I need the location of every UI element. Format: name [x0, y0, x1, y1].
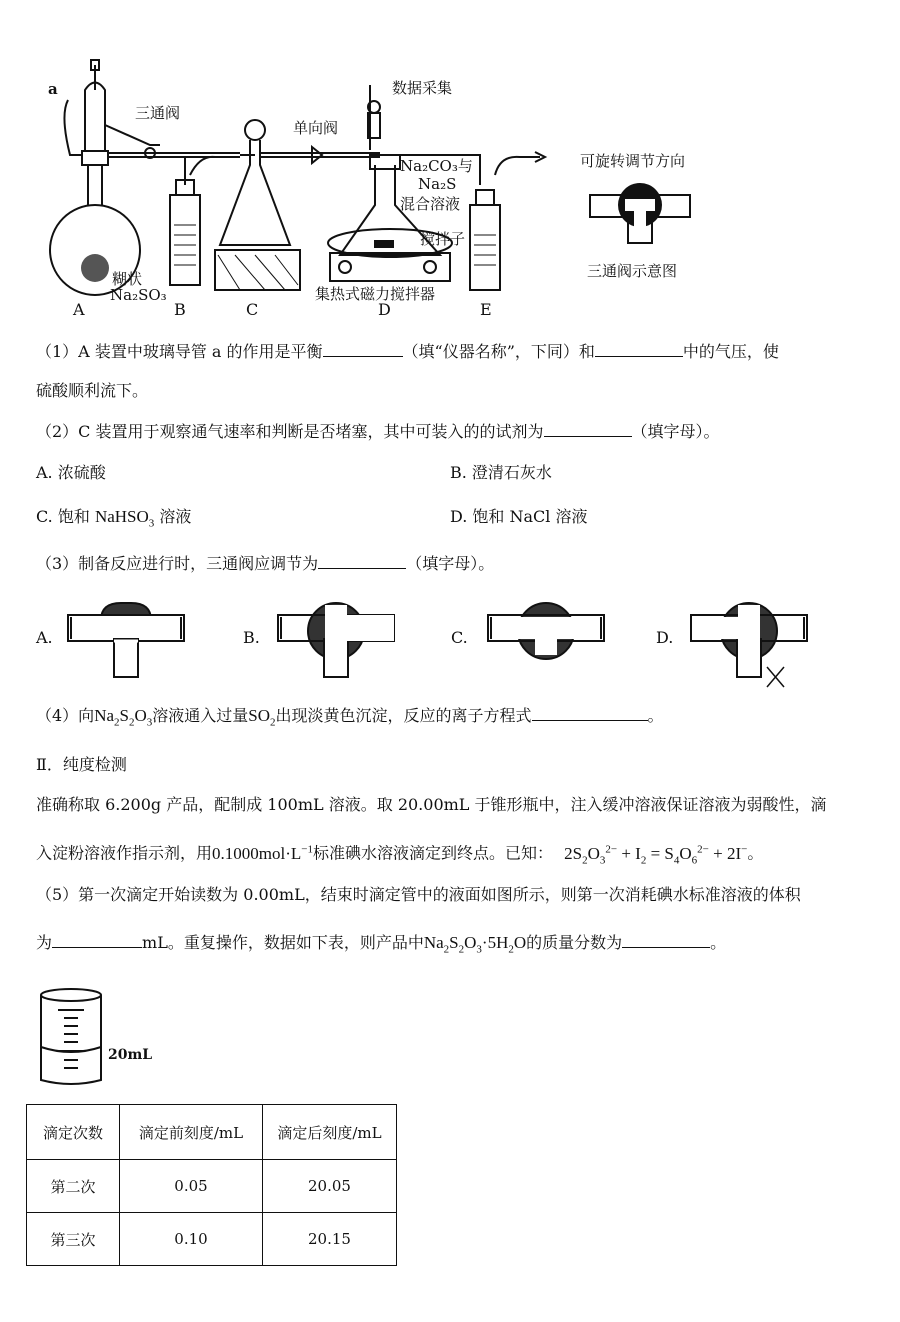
table-header-cell: 滴定次数 [27, 1105, 120, 1160]
burette-figure [36, 985, 166, 1095]
titration-table [26, 1104, 397, 1266]
q2-text-a: （2）C 装置用于观察通气速率和判断是否堵塞，其中可装入的的试剂为 [36, 422, 544, 441]
table-cell: 第二次 [27, 1160, 120, 1213]
table-header-row [27, 1105, 397, 1160]
table-header-cell: 滴定前刻度/mL [120, 1105, 263, 1160]
q3-option-b-label[interactable]: B. [243, 628, 260, 647]
q2-stem [36, 421, 720, 443]
q1-line1 [36, 341, 779, 363]
q5-text-a: 为 [36, 933, 53, 952]
q3-option-d-label[interactable]: D. [656, 628, 674, 647]
label-data-collect: 数据采集 [392, 79, 453, 97]
q5-line1: （5）第一次滴定开始读数为 0.00mL，结束时滴定管中的液面如图所示，则第一次消耗碘水标准溶液的体积 [36, 885, 801, 904]
label-granular: 糊状 [112, 270, 143, 288]
q4-mid2: 出现淡黄色沉淀，反应的离子方程式 [275, 706, 532, 725]
q1-text-c: 中的气压，使 [682, 342, 779, 361]
q2-option-b[interactable]: B. 澄清石灰水 [450, 463, 552, 482]
q5-blank-2[interactable] [622, 932, 710, 948]
label-one-way-valve: 单向阀 [293, 119, 339, 137]
section2-title: Ⅱ．纯度检测 [36, 755, 127, 774]
valve-schematic [575, 150, 725, 280]
table-cell: 0.05 [120, 1160, 263, 1213]
label-valve-diagram: 三通阀示意图 [587, 262, 678, 280]
q2-option-c-formula: NaHSO$_3$ [94, 507, 155, 530]
label-stirrer: 搅拌子 [420, 230, 466, 248]
q2-option-c-post: 溶液 [159, 507, 192, 526]
label-na2co3-2: Na₂S [418, 175, 457, 193]
reaction-equation: $2S_2O_3^{2-} + I_2 = S_4O_6^{2-} + 2I^-$ [564, 843, 748, 867]
q2-text-b: （填字母）。 [631, 422, 720, 441]
q4-pre: （4）向 [36, 706, 95, 725]
table-header-cell: 滴定后刻度/mL [263, 1105, 397, 1160]
q4-blank[interactable] [532, 705, 648, 721]
valve-option-d-icon[interactable] [689, 595, 809, 690]
q4-mid1: 溶液通入过量 [152, 706, 249, 725]
q5-blank-1[interactable] [52, 932, 142, 948]
q1-text-b: （填“仪器名称”，下同）和 [402, 342, 595, 361]
burette-icon [36, 985, 116, 1090]
valve-option-a-icon[interactable] [66, 595, 186, 685]
valve-schematic-icon [585, 175, 695, 245]
section2-concentration: $0.1000mol\cdot L^{-1}$ [212, 843, 313, 863]
q3-option-a-label[interactable]: A. [36, 628, 53, 647]
device-letter-a: A [73, 300, 85, 319]
label-three-way-valve: 三通阀 [135, 104, 181, 122]
section2-p1: 准确称取 6.200g 产品，配制成 100mL 溶液。取 20.00mL 于锥形瓶中，注入缓冲溶液保证溶液为弱酸性，滴 [36, 795, 827, 814]
table-cell: 20.15 [263, 1213, 397, 1266]
section2-p2-b: 标准碘水溶液滴定到终点。已知： [312, 843, 553, 863]
q5-formula: $Na_2S_2O_3\cdot 5H_2O$ [423, 933, 527, 956]
q3-text-a: （3）制备反应进行时，三通阀应调节为 [36, 554, 319, 573]
device-letter-e: E [480, 300, 492, 319]
section2-p2 [36, 838, 763, 871]
q3-blank[interactable] [318, 553, 406, 569]
q1-text-a: （1）A 装置中玻璃导管 a 的作用是平衡 [36, 342, 323, 361]
label-rotatable: 可旋转调节方向 [580, 152, 686, 170]
q4-formula-so2: $SO_2$ [248, 706, 276, 729]
label-na2co3-1: Na₂CO₃与 [400, 157, 473, 175]
label-magnetic-stirrer: 集热式磁力搅拌器 [315, 285, 436, 303]
burette-label: 20mL [108, 1047, 153, 1063]
q3-option-c-label[interactable]: C. [451, 628, 468, 647]
q2-blank[interactable] [544, 421, 632, 437]
label-na2co3-3: 混合溶液 [400, 195, 461, 213]
q2-option-c[interactable] [36, 506, 191, 534]
table-cell: 20.05 [263, 1160, 397, 1213]
q4-formula-na2s2o3: $Na_2S_2O_3$ [94, 706, 153, 729]
q3-text-b: （填字母）。 [406, 554, 495, 573]
valve-option-c-icon[interactable] [486, 595, 606, 685]
q4-line [36, 705, 664, 733]
q3-options [36, 595, 836, 695]
q5-text-c: 的质量分数为 [526, 933, 623, 952]
q2-option-a[interactable]: A. 浓硫酸 [36, 463, 106, 482]
valve-option-b-icon[interactable] [276, 595, 396, 685]
q5-text-b: mL。重复操作，数据如下表，则产品中 [142, 933, 424, 952]
table-row [27, 1213, 397, 1266]
q1-line2: 硫酸顺利流下。 [36, 381, 149, 400]
q1-blank-1[interactable] [323, 341, 403, 357]
device-letter-b: B [174, 300, 186, 319]
table-cell: 0.10 [120, 1213, 263, 1266]
device-letter-c: C [246, 300, 259, 319]
q2-option-c-pre: C. 饱和 [36, 507, 90, 526]
device-letter-d: D [378, 300, 391, 319]
q5-text-d: 。 [710, 933, 727, 952]
table-row [27, 1160, 397, 1213]
label-na2so3: Na₂SO₃ [110, 286, 167, 304]
label-a: a [48, 80, 58, 98]
q1-blank-2[interactable] [595, 341, 683, 357]
q5-line2 [36, 932, 726, 960]
section2-p2-c: 。 [747, 843, 764, 863]
q4-post: 。 [647, 706, 664, 725]
q2-option-d[interactable]: D. 饱和 NaCl 溶液 [450, 507, 588, 526]
section2-p2-a: 入淀粉溶液作指示剂，用 [36, 843, 213, 863]
q3-stem [36, 553, 494, 575]
table-cell: 第三次 [27, 1213, 120, 1266]
